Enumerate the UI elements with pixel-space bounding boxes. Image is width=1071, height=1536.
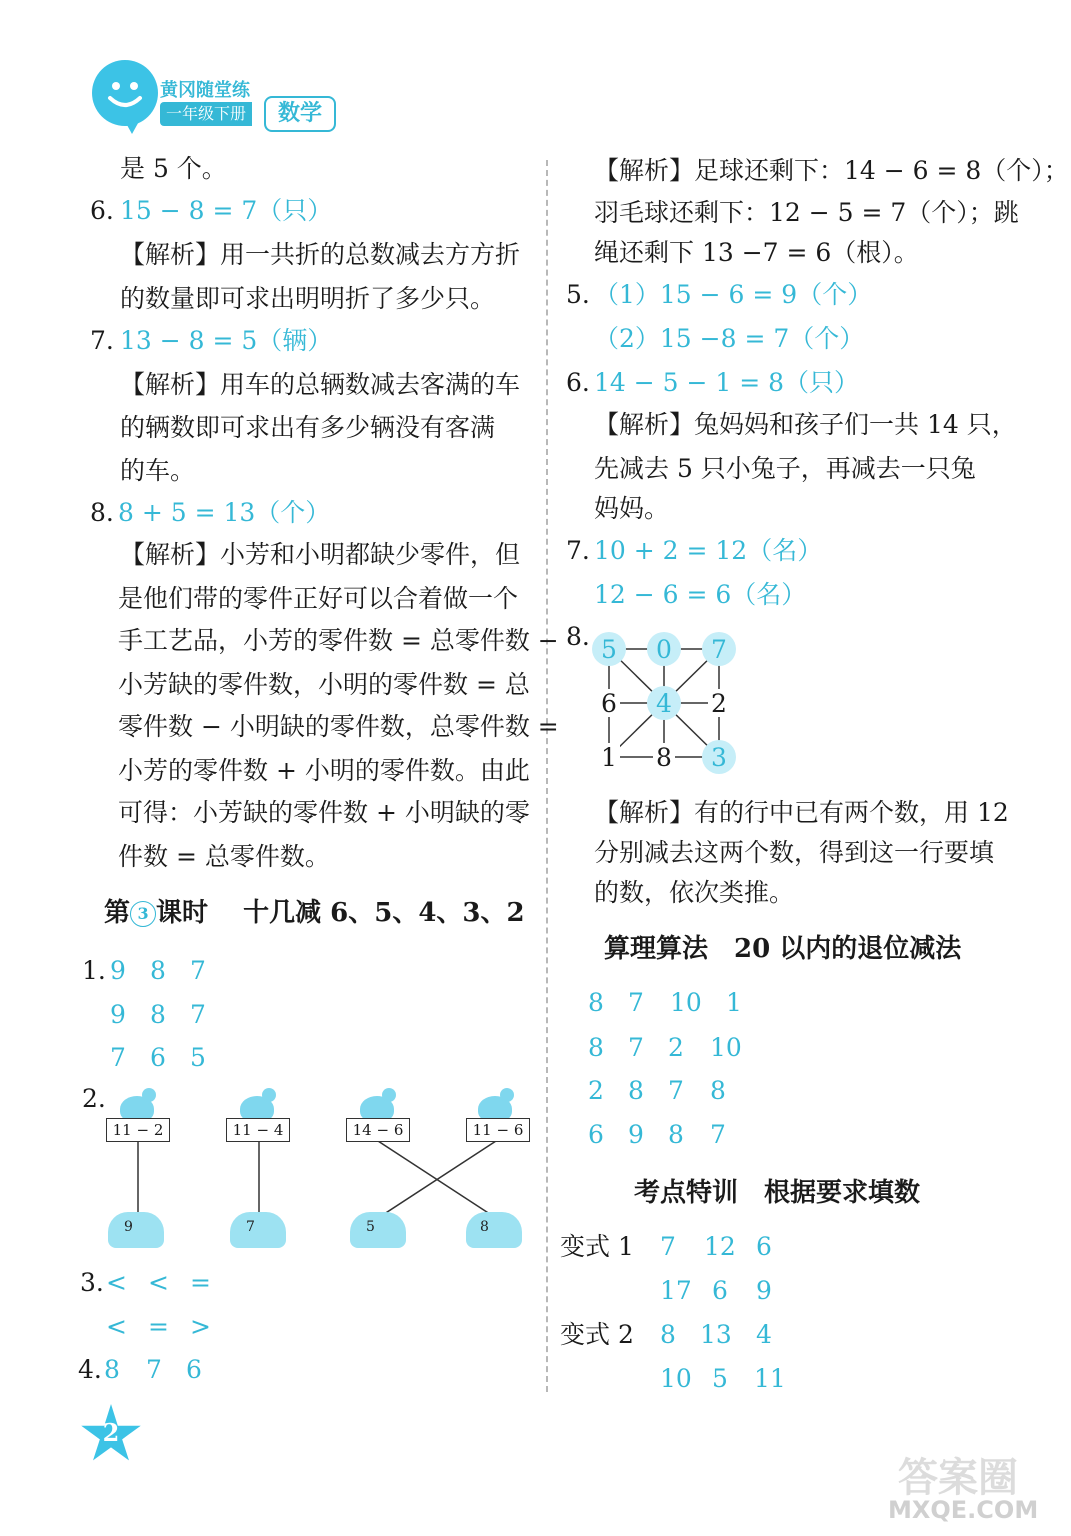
explanation-line: 先减去 5 只小兔子，再减去一只兔 <box>594 454 976 483</box>
answer-cell: 7 <box>190 956 206 985</box>
answer-cell: = <box>190 1268 211 1297</box>
question-number: 2. <box>82 1084 106 1113</box>
answer-cell: 12 <box>704 1232 736 1261</box>
explanation-line: 妈妈。 <box>594 494 670 523</box>
answer-cell: 9 <box>756 1276 772 1305</box>
answer-cell: 7 <box>110 1043 126 1072</box>
answer-cell: 9 <box>110 956 126 985</box>
answer: 14 − 5 − 1 = 8（只） <box>594 368 860 397</box>
elephant-result-icon: 8 <box>466 1212 522 1248</box>
expression-card: 11 − 6 <box>466 1118 530 1142</box>
expression-card: 11 − 2 <box>106 1118 170 1142</box>
question-number: 4. <box>78 1355 102 1384</box>
question-number: 6. <box>90 196 114 225</box>
lesson-suffix: 课时 <box>156 898 209 928</box>
answer-cell: > <box>190 1312 211 1341</box>
answer-cell: 10 <box>710 1033 742 1062</box>
explanation-line: 【解析】有的行中已有两个数，用 12 <box>594 798 1009 827</box>
answer-cell: 17 <box>660 1276 692 1305</box>
subject-label: 数学 <box>264 96 336 132</box>
answer-cell: 13 <box>700 1320 732 1349</box>
answer-cell: 6 <box>712 1276 728 1305</box>
explanation-line: 的数，依次类推。 <box>594 878 795 907</box>
lesson-title: 十几减 6、5、4、3、2 <box>243 898 525 928</box>
grid-cell-value: 4 <box>656 689 672 718</box>
answer-cell: 8 <box>710 1076 726 1105</box>
grid-cell-value: 1 <box>601 743 617 772</box>
answer-cell: 10 <box>660 1364 692 1393</box>
section-title: 考点特训 根据要求填数 <box>634 1178 921 1208</box>
number-grid <box>590 630 740 776</box>
explanation-line: 件数 = 总零件数。 <box>118 842 330 871</box>
grade-label: 一年级下册 <box>160 102 252 126</box>
answer-cell: 8 <box>150 956 166 985</box>
expression-card: 11 − 4 <box>226 1118 290 1142</box>
question-number: 3. <box>80 1268 104 1297</box>
explanation-line: 绳还剩下 13 −7 = 6（根）。 <box>594 238 919 267</box>
answer-cell: 8 <box>150 1000 166 1029</box>
answer-cell: 11 <box>754 1364 786 1393</box>
grid-cell-value: 2 <box>711 689 727 718</box>
grid-cell-value: 8 <box>656 743 672 772</box>
explanation-line: 的车。 <box>120 456 196 485</box>
answer-cell: 10 <box>670 988 702 1017</box>
answer-cell: 5 <box>190 1043 206 1072</box>
answer-cell: 8 <box>668 1120 684 1149</box>
answer-cell: < <box>106 1312 127 1341</box>
answer-cell: < <box>148 1268 169 1297</box>
question-number: 7. <box>90 326 114 355</box>
answer-cell: 7 <box>628 988 644 1017</box>
answer: （1）15 − 6 = 9（个） <box>594 280 873 309</box>
answer: 8 + 5 = 13（个） <box>118 498 331 527</box>
question-number: 8. <box>566 622 590 651</box>
text-line: 是 5 个。 <box>120 154 227 183</box>
explanation-line: 【解析】兔妈妈和孩子们一共 14 只， <box>594 410 1017 439</box>
answer-cell: 8 <box>588 1033 604 1062</box>
lesson-number: 3 <box>130 901 156 927</box>
answer-cell: 9 <box>110 1000 126 1029</box>
explanation-line: 羽毛球还剩下：12 − 5 = 7（个）；跳 <box>594 198 1019 227</box>
section-title: 算理算法 20 以内的退位减法 <box>604 934 962 964</box>
answer-cell: 6 <box>756 1232 772 1261</box>
explanation-line: 【解析】小芳和小明都缺少零件，但 <box>120 540 521 569</box>
answer-cell: < <box>106 1268 127 1297</box>
explanation-line: 可得：小芳缺的零件数 + 小明缺的零 <box>118 798 530 827</box>
answer-cell: 7 <box>710 1120 726 1149</box>
question-number: 7. <box>566 536 590 565</box>
answer-cell: 7 <box>668 1076 684 1105</box>
question-number: 1. <box>82 956 106 985</box>
elephant-result-icon: 9 <box>108 1212 164 1248</box>
explanation-line: 【解析】足球还剩下：14 − 6 = 8（个）； <box>594 156 1069 185</box>
explanation-line: 小芳的零件数 + 小明的零件数。由此 <box>118 756 530 785</box>
answer-cell: = <box>148 1312 169 1341</box>
expression-card: 14 − 6 <box>346 1118 410 1142</box>
grid-cell-value: 0 <box>656 635 672 664</box>
question-number: 6. <box>566 368 590 397</box>
question-number: 5. <box>566 280 590 309</box>
grid-cell-value: 3 <box>711 743 727 772</box>
answer-cell: 7 <box>628 1033 644 1062</box>
answer: （2）15 −8 = 7（个） <box>594 324 865 353</box>
answer-cell: 4 <box>756 1320 772 1349</box>
answer-cell: 1 <box>726 988 742 1017</box>
grid-cell-value: 6 <box>601 689 617 718</box>
page-number: 2 <box>102 1418 120 1447</box>
series-name: 黄冈随堂练 <box>160 80 250 101</box>
explanation-line: 手工艺品，小芳的零件数 = 总零件数 − <box>118 626 559 655</box>
answer-cell: 8 <box>628 1076 644 1105</box>
explanation-line: 的辆数即可求出有多少辆没有客满 <box>120 413 496 442</box>
question-number: 8. <box>90 498 114 527</box>
grid-cell-value: 7 <box>711 635 727 664</box>
answer-cell: 7 <box>660 1232 676 1261</box>
watermark-text: 答案圈 <box>898 1455 1018 1501</box>
answer-cell: 9 <box>628 1120 644 1149</box>
watermark-url: MXQE.COM <box>888 1496 1039 1524</box>
answer-cell: 7 <box>146 1355 162 1384</box>
explanation-line: 【解析】用一共折的总数减去方方折 <box>120 240 521 269</box>
answer-cell: 5 <box>712 1364 728 1393</box>
explanation-line: 分别减去这两个数，得到这一行要填 <box>594 838 995 867</box>
explanation-line: 【解析】用车的总辆数减去客满的车 <box>120 370 521 399</box>
answer-cell: 2 <box>588 1076 604 1105</box>
answer-cell: 6 <box>150 1043 166 1072</box>
explanation-line: 零件数 − 小明缺的零件数，总零件数 = <box>118 712 559 741</box>
answer-cell: 7 <box>190 1000 206 1029</box>
grid-cell-value: 5 <box>601 635 617 664</box>
explanation-line: 的数量即可求出明明折了多少只。 <box>120 284 496 313</box>
answer-cell: 8 <box>660 1320 676 1349</box>
variant-label: 变式 1 <box>560 1232 634 1261</box>
answer-cell: 2 <box>668 1033 684 1062</box>
answer: 10 + 2 = 12（名） <box>594 536 823 565</box>
elephant-result-icon: 7 <box>230 1212 286 1248</box>
answer-cell: 6 <box>588 1120 604 1149</box>
variant-label: 变式 2 <box>560 1320 634 1349</box>
answer: 15 − 8 = 7（只） <box>120 196 333 225</box>
explanation-line: 小芳缺的零件数，小明的零件数 = 总 <box>118 670 530 699</box>
elephant-result-icon: 5 <box>350 1212 406 1248</box>
answer-cell: 8 <box>104 1355 120 1384</box>
answer-cell: 6 <box>186 1355 202 1384</box>
answer: 12 − 6 = 6（名） <box>594 580 807 609</box>
explanation-line: 是他们带的零件正好可以合着做一个 <box>118 584 519 613</box>
answer: 13 − 8 = 5（辆） <box>120 326 333 355</box>
answer-cell: 8 <box>588 988 604 1017</box>
lesson-prefix: 第 <box>104 898 131 928</box>
